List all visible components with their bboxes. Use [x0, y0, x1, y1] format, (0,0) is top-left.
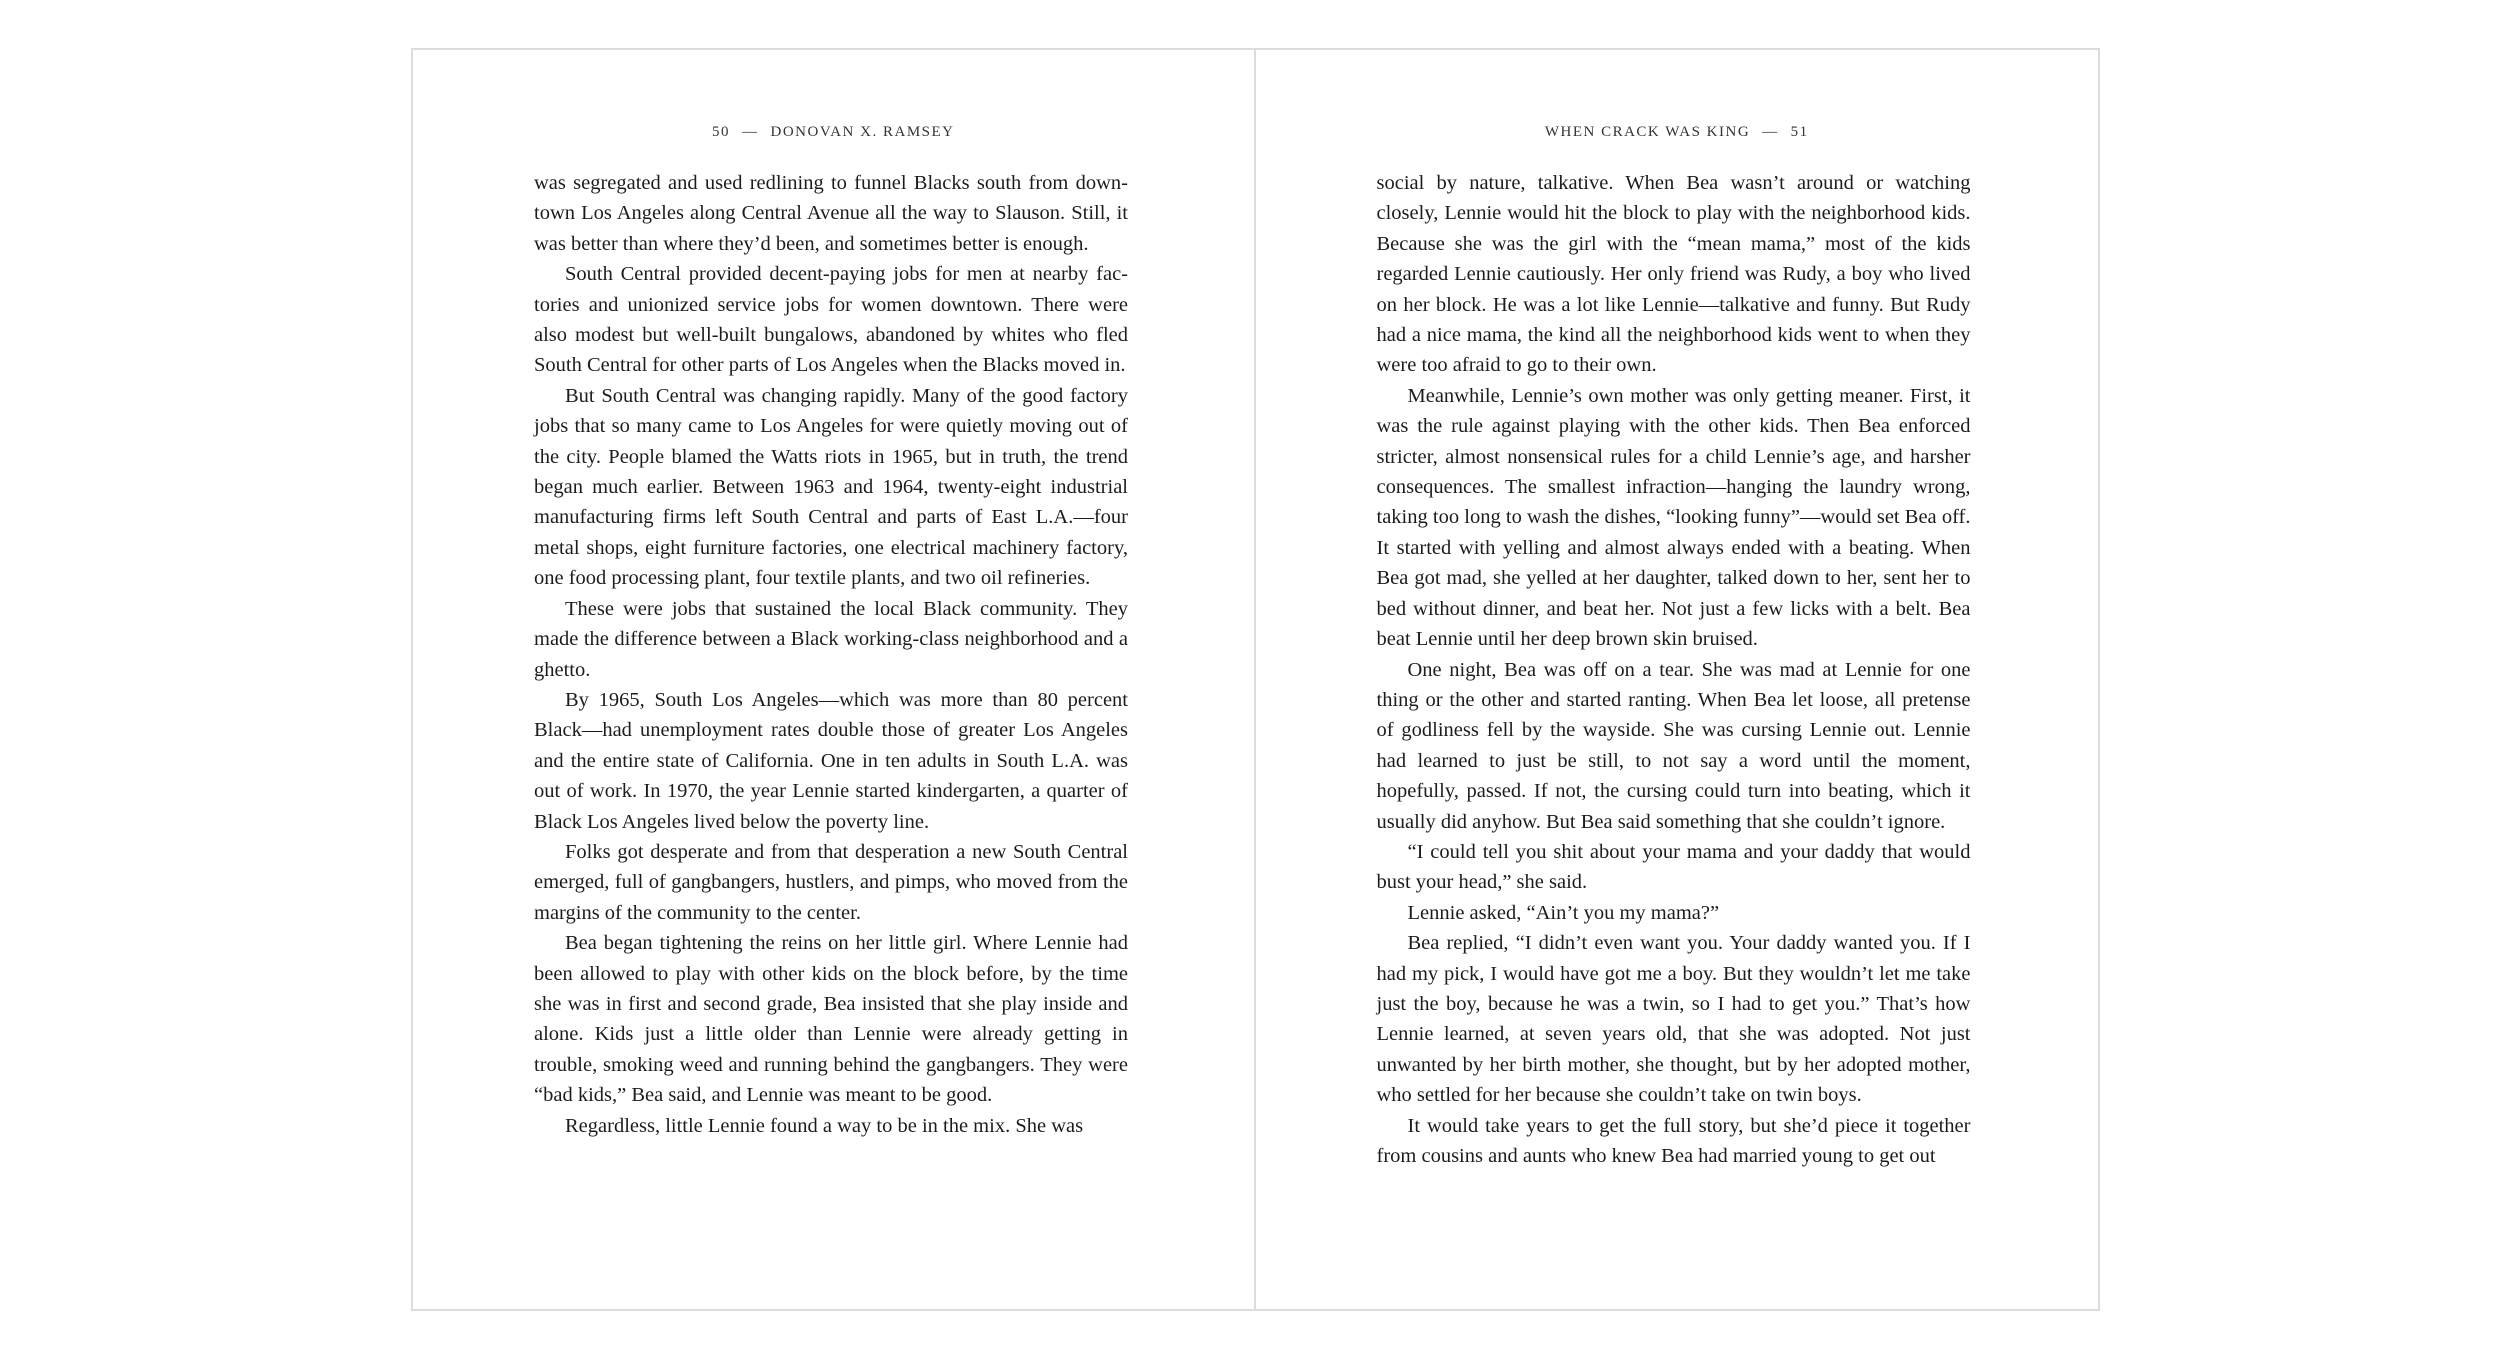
paragraph: South Central provided decent-paying jobs for men at nearby factories and unionized service jobs for women downtown. There were also modest but well-built bungalows, abandoned by whites who fled South Central for other parts of Los Angeles when the Blacks moved in. — [534, 263, 1128, 377]
paragraph: Bea replied, “I didn’t even want you. Your daddy wanted you. If I had my pick, I would have got me a boy. But they wouldn’t let me take just the boy, because he was a twin, so I had to get you.” That’s how Lennie learned, at seven years old, that she was adopted. Not just unwanted by her birth mother, she thought, but by her adopted mother, who settled for her because she couldn’t take on twin boys. — [1376, 932, 1971, 1107]
right-text-block — [1377, 168, 1971, 1171]
paragraph: was segregated and used redlining to funnel Blacks south from downtown Los Angeles along Central Avenue all the way to Slauson. Still, it was better than where they’d been, and sometimes better is enough. — [534, 172, 1128, 255]
book-spread — [411, 48, 2100, 1311]
paragraph: But South Central was changing rapidly. Many of the good factory jobs that so many came to Los Angeles for were quietly moving out of the city. People blamed the Watts riots in 1965, but in truth, the trend began much earlier. Between 1963 and 1964, twenty-eight industrial manufacturing firms left South Central and parts of East L.A.—four metal shops, eight furniture factories, one electrical machinery factory, one food processing plant, four textile plants, and two oil refineries. — [534, 384, 1128, 590]
paragraph: “I could tell you shit about your mama and your daddy that would bust your head,” she said. — [1376, 840, 1971, 894]
book-title: WHEN CRACK WAS KING — [1544, 124, 1751, 140]
left-running-head — [413, 124, 1254, 141]
right-page — [1256, 50, 2099, 1309]
paragraph: One night, Bea was off on a tear. She was mad at Lennie for one thing or the other and started ranting. When Bea let loose, all pretense of godliness fell by the wayside. She was cursing Lennie out. Lennie had learned to just be still, to not say a word until the moment, hopefully, passed. If not, the cursing could turn into beating, which it usually did anyhow. But Bea said something that she couldn’t ignore. — [1376, 658, 1971, 833]
author-name: DONOVAN X. RAMSEY — [770, 124, 955, 140]
right-page-number: 51 — [1790, 124, 1809, 140]
left-text-block — [534, 168, 1128, 1141]
paragraph: These were jobs that sustained the local Black community. They made the difference between a Black working-class neighborhood and a ghetto. — [534, 597, 1128, 681]
paragraph: Bea began tightening the reins on her little girl. Where Lennie had been allowed to play with other kids on the block before, by the time she was in first and second grade, Bea insisted that she play inside and alone. Kids just a little older than Lennie were already getting in trouble, smoking weed and running behind the gangbangers. They were “bad kids,” Bea said, and Lennie was meant to be good. — [534, 932, 1128, 1107]
left-head-dash: — — [742, 124, 759, 140]
left-page — [413, 50, 1256, 1309]
paragraph: Lennie asked, “Ain’t you my mama?” — [1407, 901, 1720, 924]
paragraph: Meanwhile, Lennie’s own mother was only getting meaner. First, it was the rule against playing with the other kids. Then Bea enforced stricter, almost nonsensical rules for a child Lennie’s age, and harsher consequences. The smallest infraction—hanging the laundry wrong, taking too long to wash the dishes, “looking funny”—would set Bea off. It started with yelling and almost always ended with a beating. When Bea got mad, she yelled at her daughter, talked down to her, sent her to bed without dinner, and beat her. Not just a few licks with a belt. Bea beat Lennie until her deep brown skin bruised. — [1376, 384, 1971, 651]
paragraph: By 1965, South Los Angeles—which was more than 80 percent Black—had unemployment rates double those of greater Los Angeles and the entire state of California. One in ten adults in South L.A. was out of work. In 1970, the year Lennie started kindergarten, a quarter of Black Los Angeles lived below the poverty line. — [534, 688, 1128, 833]
paragraph: Regardless, little Lennie found a way to be in the mix. She was — [565, 1114, 1084, 1137]
paragraph: social by nature, talkative. When Bea wasn’t around or watching closely, Lennie would hit the block to play with the neighborhood kids. Because she was the girl with the “mean mama,” most of the kids regarded Lennie cautiously. Her only friend was Rudy, a boy who lived on her block. He was a lot like Lennie—talkative and funny. But Rudy had a nice mama, the kind all the neighborhood kids went to when they were too afraid to go to their own. — [1376, 172, 1971, 377]
right-running-head — [1256, 124, 2099, 141]
left-page-number: 50 — [712, 124, 730, 140]
right-head-dash: — — [1762, 124, 1779, 140]
paragraph: Folks got desperate and from that desperation a new South Central emerged, full of gangbangers, hustlers, and pimps, who moved from the margins of the community to the center. — [534, 840, 1128, 924]
paragraph: It would take years to get the full story, but she’d piece it together from cousins and aunts who knew Bea had married young to get out — [1376, 1114, 1971, 1167]
